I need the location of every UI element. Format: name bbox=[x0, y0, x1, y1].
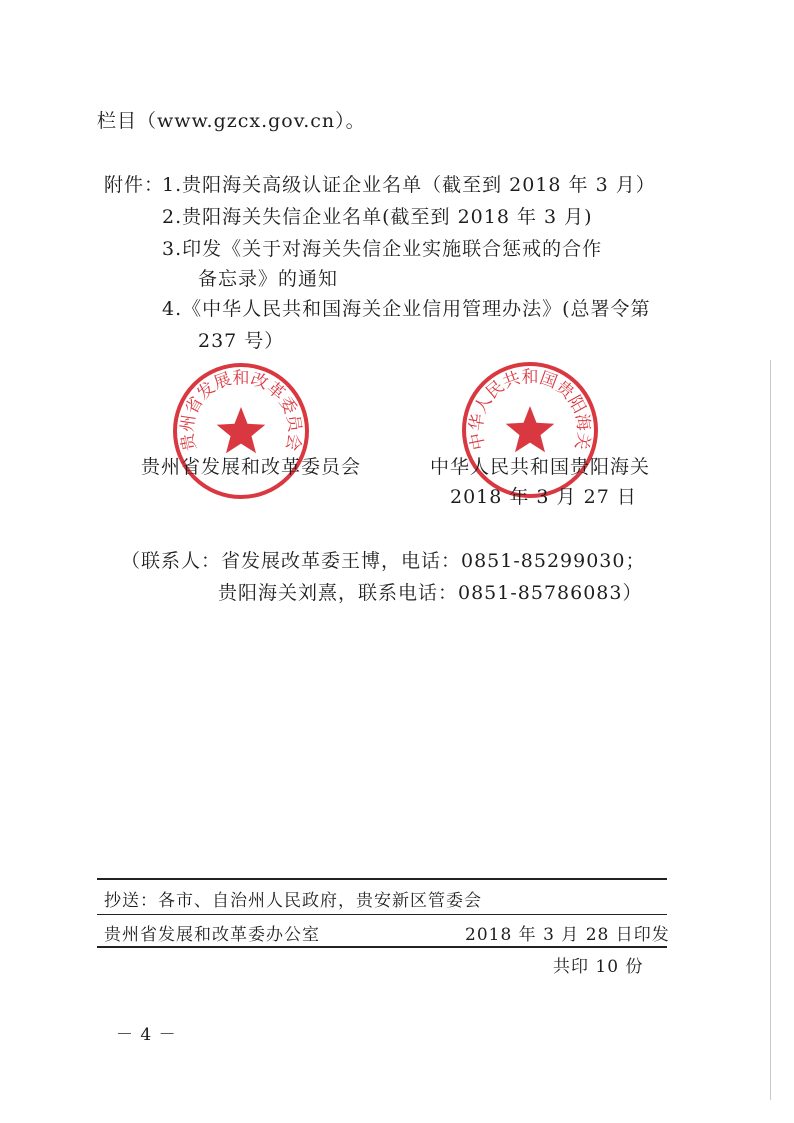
page-number: － 4 － bbox=[116, 1025, 177, 1045]
attachment-item-2: 2.贵阳海关失信企业名单(截至到 2018 年 3 月) bbox=[162, 206, 593, 228]
contact-line-2: 贵阳海关刘熹，联系电话：0851-85786083） bbox=[218, 582, 643, 604]
signature-right: 中华人民共和国贵阳海关 bbox=[430, 456, 651, 478]
signature-left: 贵州省发展和改革委员会 bbox=[141, 456, 362, 478]
attachment-item-4-line-1: 4.《中华人民共和国海关企业信用管理办法》(总署令第 bbox=[162, 298, 651, 320]
attachment-item-4-line-2: 237 号） bbox=[198, 330, 285, 352]
attachment-item-3-line-1: 3.印发《关于对海关失信企业实施联合惩戒的合作 bbox=[162, 238, 603, 260]
contact-line-1: （联系人：省发展改革委王博，电话：0851-85299030； bbox=[121, 550, 646, 572]
attachments-prefix: 附件： bbox=[104, 174, 165, 196]
website-line: 栏目（www.gzcx.gov.cn）。 bbox=[97, 110, 366, 132]
attachment-item-3-line-2: 备忘录》的通知 bbox=[198, 268, 339, 290]
footer-copies: 共印 10 份 bbox=[553, 957, 644, 977]
attachment-item-1: 1.贵阳海关高级认证企业名单（截至到 2018 年 3 月） bbox=[162, 174, 656, 196]
scan-edge-line bbox=[770, 360, 771, 1100]
footer-middle-rule bbox=[97, 914, 667, 915]
footer-issuer: 贵州省发展和改革委办公室 bbox=[104, 925, 320, 945]
footer-bottom-rule bbox=[97, 946, 667, 948]
seal-guiyang-customs bbox=[460, 360, 600, 500]
seal-provincial-ndrc bbox=[171, 361, 311, 501]
seal-right-text: 中华人民共和国贵阳海关 bbox=[466, 367, 594, 452]
seal-star-icon bbox=[217, 407, 266, 453]
seal-left-text: 贵州省发展和改革委员会 bbox=[177, 368, 305, 453]
signature-date: 2018 年 3 月 27 日 bbox=[450, 486, 637, 508]
seal-star-icon bbox=[506, 406, 555, 452]
footer-top-rule bbox=[97, 878, 667, 880]
footer-cc: 抄送：各市、自治州人民政府，贵安新区管委会 bbox=[104, 891, 482, 911]
footer-print-date: 2018 年 3 月 28 日印发 bbox=[465, 925, 670, 945]
